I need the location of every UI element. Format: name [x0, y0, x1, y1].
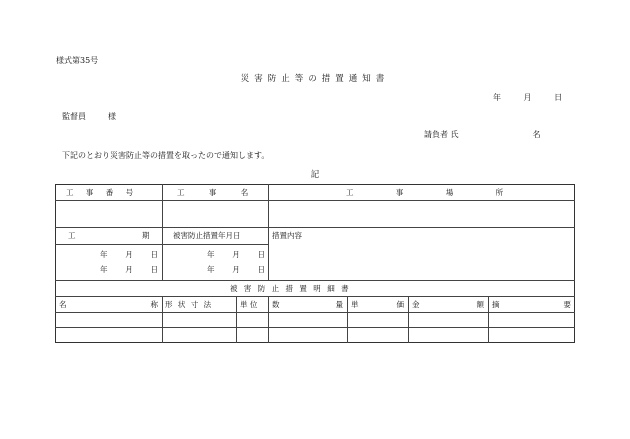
- col-remarks: [492, 301, 571, 309]
- contractor-name-suffix: 名: [532, 130, 541, 139]
- period-end-month: 月: [125, 265, 133, 274]
- table-rule: [55, 280, 575, 281]
- table-rule: [347, 296, 348, 343]
- header-work-name: 工 事 名: [177, 188, 249, 197]
- measures-table: [55, 184, 575, 343]
- header-work-location: 工 事 場 所: [346, 188, 504, 197]
- table-rule: [268, 296, 269, 343]
- period-end-year: 年: [100, 265, 108, 274]
- col-shape: 形 状 寸 法: [165, 300, 212, 309]
- addressee: [62, 113, 116, 121]
- measure-2-month: 月: [232, 265, 240, 274]
- intro-text: 下記のとおり災害防止等の措置を取ったので通知します。: [62, 151, 270, 160]
- period-date-end: [100, 266, 158, 274]
- label-measure-date: 被害防止措置年月日: [173, 231, 241, 240]
- measure-date-1: [207, 251, 265, 259]
- table-rule: [236, 296, 237, 343]
- col-name-a: 名: [59, 300, 67, 309]
- col-amount-a: 金: [412, 300, 420, 309]
- measure-2-year: 年: [207, 265, 215, 274]
- date-year: 年: [493, 93, 501, 102]
- col-quantity-b: 量: [335, 300, 343, 309]
- col-name: [59, 301, 158, 309]
- table-rule: [55, 296, 575, 297]
- ki-heading: 記: [310, 170, 320, 180]
- period-date-start: [100, 251, 158, 259]
- period-start-day: 日: [150, 250, 158, 259]
- label-period: 工 期: [68, 231, 150, 240]
- measure-2-day: 日: [257, 265, 265, 274]
- date-day: 日: [554, 93, 563, 102]
- period-start-year: 年: [100, 250, 108, 259]
- addressee-role: 監督員: [62, 112, 86, 121]
- measure-date-2: [207, 266, 265, 274]
- table-rule: [162, 184, 163, 280]
- col-price: [351, 301, 404, 309]
- table-rule: [488, 296, 489, 343]
- document-title: 災害防止等の措置通知書: [240, 74, 390, 84]
- contractor: [424, 131, 541, 139]
- table-rule: [408, 296, 409, 343]
- table-rule: [268, 184, 269, 280]
- measure-1-year: 年: [207, 250, 215, 259]
- col-name-b: 称: [150, 300, 158, 309]
- col-amount: [412, 301, 484, 309]
- table-rule: [162, 296, 163, 343]
- issue-date: [493, 94, 562, 102]
- measure-1-day: 日: [257, 250, 265, 259]
- col-amount-b: 額: [476, 300, 484, 309]
- col-quantity-a: 数: [272, 300, 280, 309]
- period-start-month: 月: [125, 250, 133, 259]
- col-quantity: [272, 301, 343, 309]
- col-remarks-b: 要: [563, 300, 571, 309]
- form-number: 様式第35号: [56, 56, 99, 65]
- table-rule: [55, 200, 575, 201]
- col-unit: 単 位: [240, 300, 258, 309]
- detail-title: 被 害 防 止 措 置 明 細 書: [230, 284, 349, 293]
- table-rule: [55, 227, 575, 228]
- addressee-honorific: 様: [108, 112, 116, 121]
- contractor-label: 請負者 氏: [424, 130, 459, 139]
- table-rule: [55, 312, 575, 313]
- col-price-b: 価: [396, 300, 404, 309]
- table-rule: [55, 327, 575, 328]
- period-end-day: 日: [150, 265, 158, 274]
- header-work-number: 工 事 番 号: [66, 188, 134, 197]
- col-remarks-a: 摘: [492, 300, 500, 309]
- col-price-a: 単: [351, 300, 359, 309]
- date-month: 月: [523, 93, 532, 102]
- label-measure-content: 措置内容: [272, 231, 302, 240]
- measure-1-month: 月: [232, 250, 240, 259]
